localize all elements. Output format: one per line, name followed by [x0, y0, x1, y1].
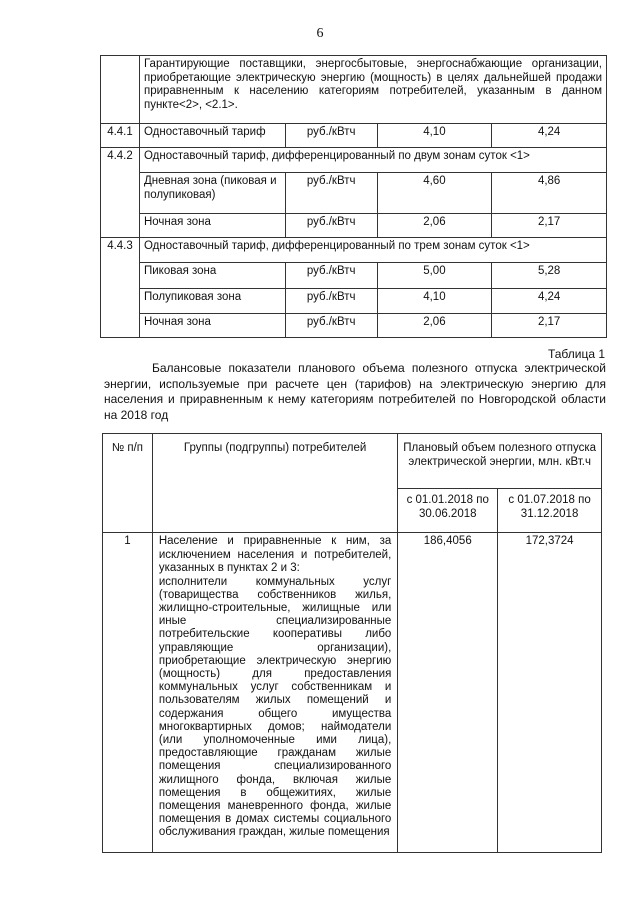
row-header: Одноставочный тариф, дифференцированный по трем зонам суток <1>: [139, 238, 606, 263]
table-row: [101, 214, 607, 238]
row-unit: руб./кВтч: [285, 314, 377, 338]
row-unit: руб./кВтч: [285, 263, 377, 289]
row-value-2: 2,17: [492, 314, 607, 338]
balance-table: [102, 433, 602, 853]
tariff-intro: Гарантирующие поставщики, энергосбытовые, энергоснабжающие организации, приобретающие электрическую энергию (мощность) в целях дальнейшей продажи приравненным к населению категориям потребителей, указанным в данном пункте<2>, <2.1>.: [139, 56, 606, 124]
row-num: 4.4.3: [101, 238, 140, 338]
group-text: исполнители коммунальных услуг (товарищества собственников жилья, жилищно-строительные, жилищные или иные специализированные потребительские кооперативы либо управляющие организации), приобретающие электрическую энергию (мощность) для предоставления коммунальных услуг собственникам и пользователям жилых помещений и содержания общего имущества многоквартирных домов; наймодатели (или уполномоченные ими лица), предоставляющие гражданам жилые помещения специализированного жилищного фонда, включая жилые помещения в общежитиях, жилые помещения маневренного фонда, жилые помещения в домах системы социального обслуживания граждан, жилые помещения: [158, 575, 392, 839]
row-name: Одноставочный тариф: [139, 124, 285, 148]
table-row: [103, 533, 602, 853]
row-unit: руб./кВтч: [285, 124, 377, 148]
row-value-1: 5,00: [377, 263, 492, 289]
header-num: № п/п: [103, 434, 153, 533]
row-unit: руб./кВтч: [285, 289, 377, 314]
row-value-1: 4,60: [377, 173, 492, 214]
table-row: [101, 238, 607, 263]
table-row: [101, 263, 607, 289]
row-value-2: 4,24: [492, 124, 607, 148]
row-name: Пиковая зона: [139, 263, 285, 289]
row-value-1: 186,4056: [398, 533, 498, 853]
row-value-2: 4,24: [492, 289, 607, 314]
row-value-2: 5,28: [492, 263, 607, 289]
table-title: Балансовые показатели планового объема полезного отпуска электрической энергии, используемые при расчете цен (тарифов) на электрическую энергию для населения и приравненным к нему категориям потребителей по Новгородской области на 2018 год: [104, 361, 606, 422]
row-num: 4.4.1: [101, 124, 140, 148]
row-name: Ночная зона: [139, 314, 285, 338]
table-row: [101, 314, 607, 338]
table-row: [101, 289, 607, 314]
row-name: Дневная зона (пиковая и полупиковая): [139, 173, 285, 214]
row-group: [152, 533, 397, 853]
row-num: 4.4.2: [101, 148, 140, 238]
tariff-table: [100, 55, 607, 338]
table-caption: Таблица 1: [547, 347, 605, 361]
row-num: 1: [103, 533, 153, 853]
row-value-1: 4,10: [377, 124, 492, 148]
row-unit: руб./кВтч: [285, 173, 377, 214]
header-volume: Плановый объем полезного отпуска электрической энергии, млн. кВт.ч: [398, 434, 602, 489]
page-number: 6: [316, 26, 324, 41]
row-unit: руб./кВтч: [285, 214, 377, 238]
table-row: [101, 173, 607, 214]
table-row: [101, 124, 607, 148]
header-group: Группы (подгруппы) потребителей: [152, 434, 397, 533]
table-row: [101, 148, 607, 173]
row-value-1: 2,06: [377, 314, 492, 338]
row-name: Ночная зона: [139, 214, 285, 238]
row-value-2: 4,86: [492, 173, 607, 214]
row-name: Полупиковая зона: [139, 289, 285, 314]
row-value-2: 2,17: [492, 214, 607, 238]
row-value-1: 2,06: [377, 214, 492, 238]
header-period-2: с 01.07.2018 по 31.12.2018: [498, 489, 602, 533]
header-period-1: с 01.01.2018 по 30.06.2018: [398, 489, 498, 533]
row-value-1: 4,10: [377, 289, 492, 314]
row-value-2: 172,3724: [498, 533, 602, 853]
row-header: Одноставочный тариф, дифференцированный по двум зонам суток <1>: [139, 148, 606, 173]
group-text: Население и приравненные к ним, за исключением населения и потребителей, указанных в пунктах 2 и 3:: [158, 535, 392, 574]
